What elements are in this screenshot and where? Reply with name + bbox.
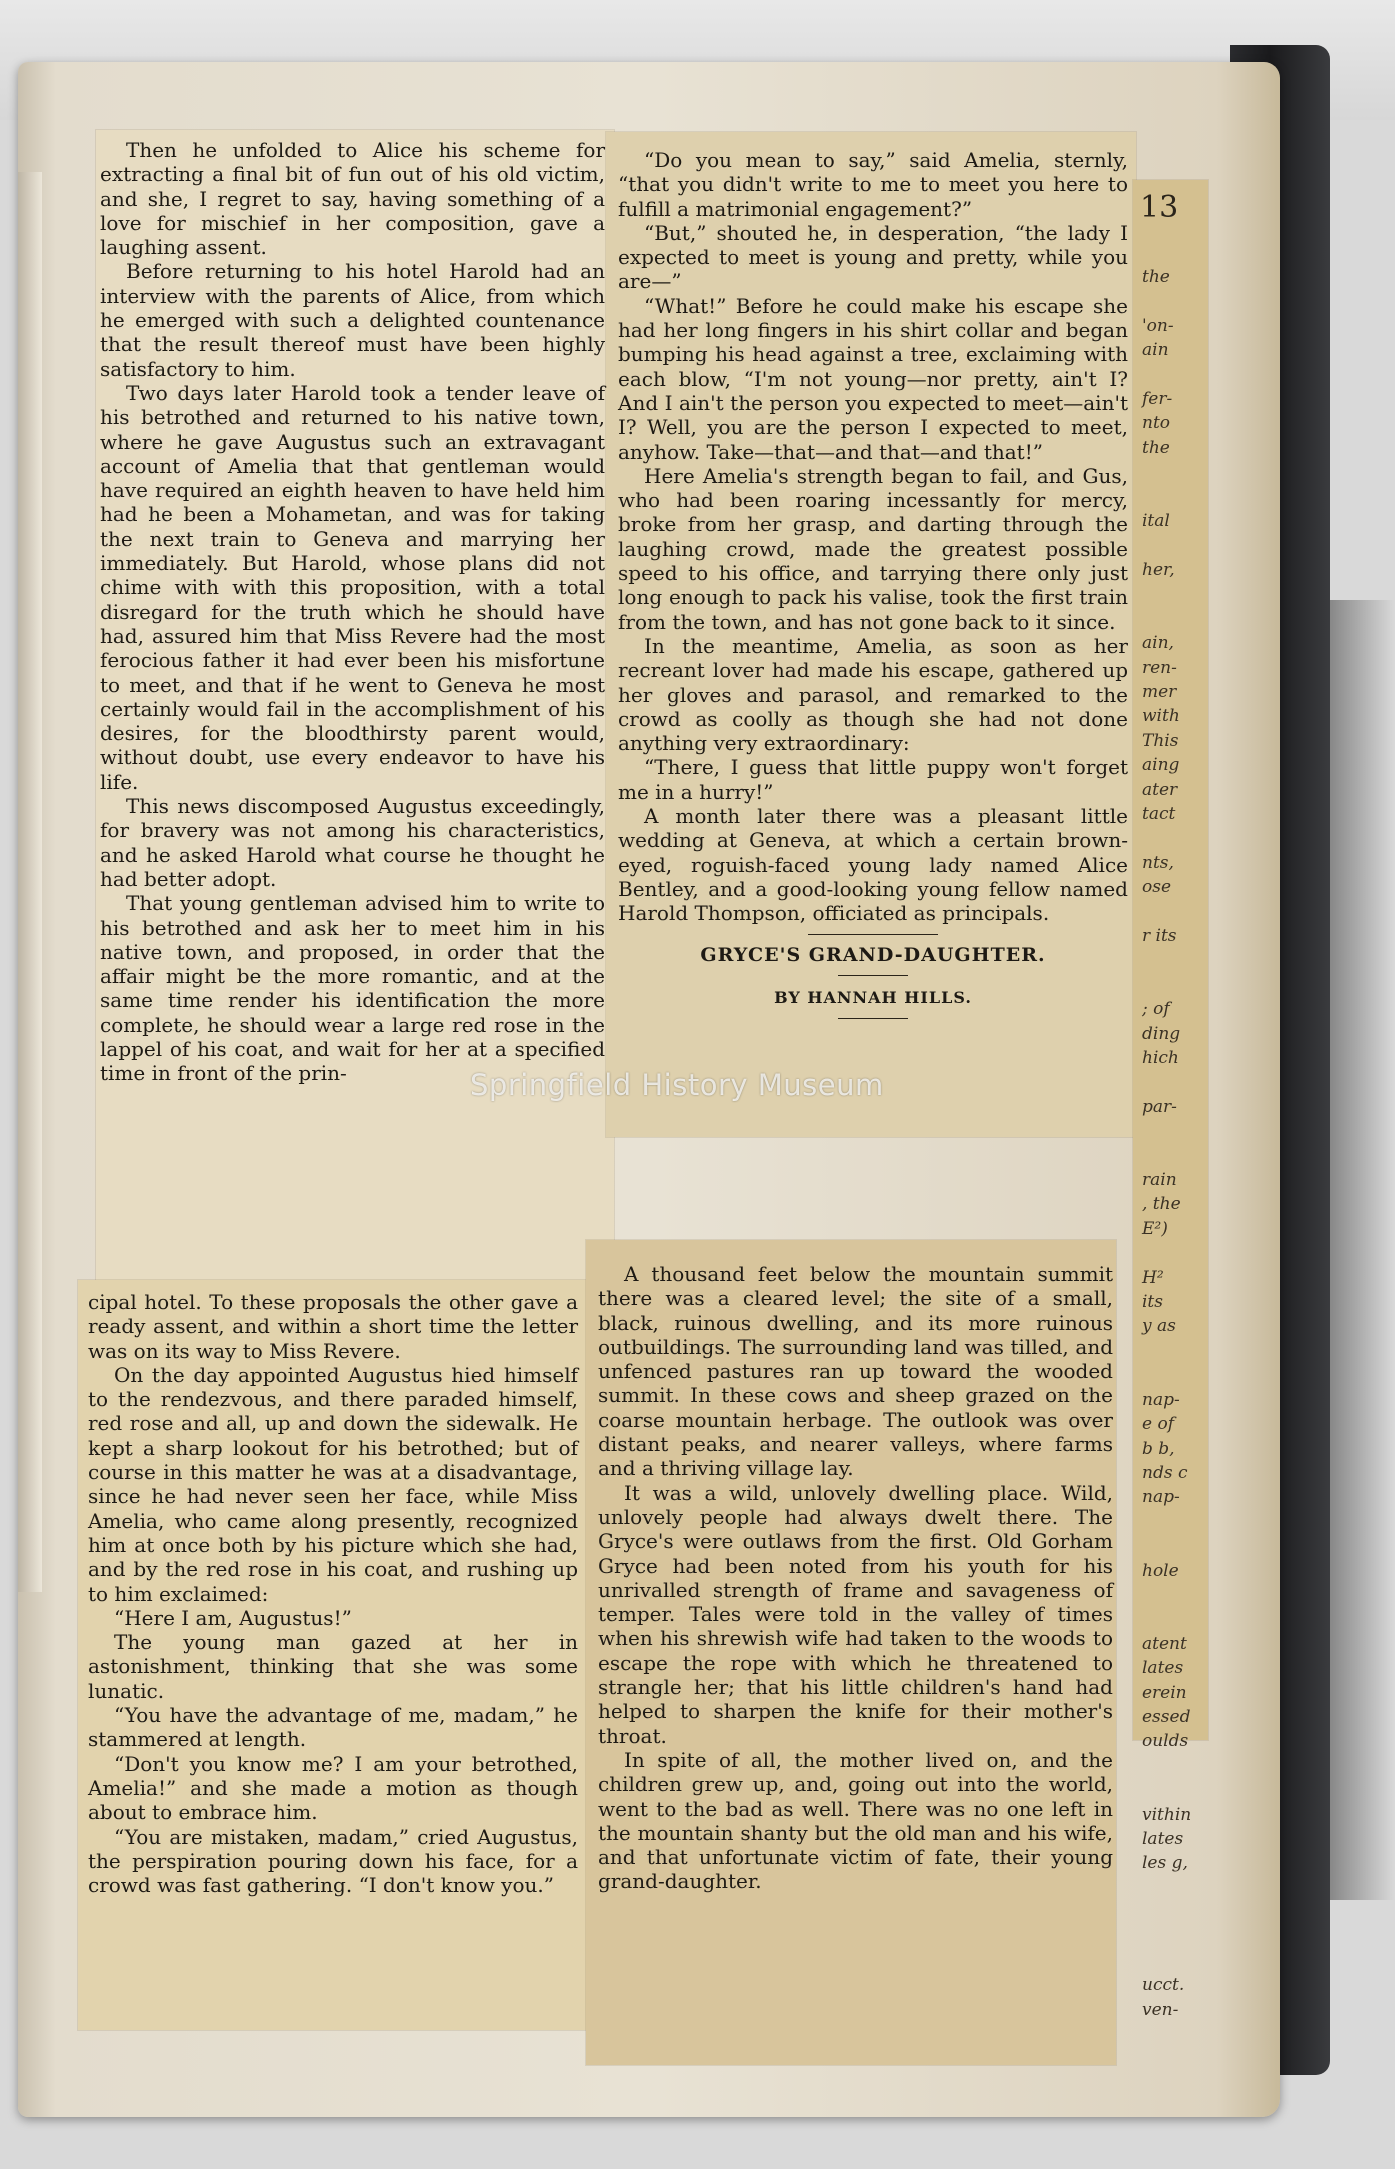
paragraph: Then he unfolded to Alice his scheme for extracting a final bit of fun out of his old victim, and she, I regret to say, having something of a love for mischief in her composition, gave a laughing assent.	[100, 138, 605, 260]
paragraph: “But,” shouted he, in desperation, “the lady I expected to meet is young and pretty, while you are—”	[618, 220, 1128, 294]
paragraph: “You are mistaken, madam,” cried Augustus, the perspiration pouring down his face, for a crowd was fast gathering. “I don't know you.”	[88, 1824, 578, 1898]
paragraph: “There, I guess that little puppy won't forget me in a hurry!”	[618, 755, 1128, 804]
left-column-bottom-text	[88, 1290, 578, 1897]
divider	[838, 975, 908, 976]
left-column-top-text	[100, 138, 605, 1086]
paragraph: The young man gazed at her in astonishment, thinking that she was some lunatic.	[88, 1630, 578, 1703]
paragraph: “What!” Before he could make his escape she had her long fingers in his shirt collar and began bumping his head against a tree, exclaiming with each blow, “I'm not young—nor pretty, ain't I? And I ain't the person you expected to meet—ain't I? Well, you are the person I expected to meet, anyhow. Take—that—and that—and that!”	[618, 293, 1128, 464]
paragraph: That young gentleman advised him to write to his betrothed and ask her to meet him in his native town, and proposed, in order that the affair might be the more romantic, and at the same time render his identification the more complete, he should wear a large red rose in the lappel of his coat, and wait for her at a specified time in front of the prin-	[100, 891, 605, 1086]
paragraph: A thousand feet below the mountain summit there was a cleared level; the site of a small, black, ruinous dwelling, and its more ruinous outbuildings. The surrounding land was tilled, and unfenced pastures ran up toward the wooded summit. In these cows and sheep grazed on the coarse mountain herbage. The outlook was over distant peaks, and nearer valleys, where farms and a thriving village lay.	[598, 1262, 1113, 1481]
watermark: Springfield History Museum	[470, 1068, 884, 1102]
divider	[838, 1018, 908, 1019]
paragraph: A month later there was a pleasant little wedding at Geneva, at which a certain brown-eyed, roguish-faced young lady named Alice Bentley, and a good-looking young fellow named Harold Thompson, officiated as principals.	[618, 804, 1128, 926]
middle-column-top-text	[618, 148, 1128, 1027]
page-torn-edge	[18, 172, 42, 1592]
paragraph: “Don't you know me? I am your betrothed, Amelia!” and she made a motion as though about to embrace him.	[88, 1751, 578, 1825]
paragraph: “You have the advantage of me, madam,” he stammered at length.	[88, 1703, 578, 1752]
story-byline: BY HANNAH HILLS.	[774, 987, 972, 1007]
paragraph: In the meantime, Amelia, as soon as her recreant lover had made his escape, gathered up her gloves and parasol, and remarked to the crowd as coolly as though she had not done anything very extraordinary:	[618, 633, 1128, 756]
story-title: GRYCE'S GRAND-DAUGHTER.	[700, 943, 1046, 966]
divider	[808, 934, 938, 935]
paragraph: In spite of all, the mother lived on, and the children grew up, and, going out into the world, went to the bad as well. There was no one left in the mountain shanty but the old man and his wife, and that unfortunate victim of fate, their young grand-daughter.	[598, 1747, 1113, 1894]
paragraph: “Do you mean to say,” said Amelia, sternly, “that you didn't write to me to meet you here to fulfill a matrimonial engagement?”	[618, 148, 1128, 221]
paragraph: Here Amelia's strength began to fail, and Gus, who had been roaring incessantly for mercy, broke from her grasp, and darting through the laughing crowd, made the greatest possible speed to his office, and tarrying there only just long enough to pack his valise, took the first train from the town, and has not gone back to it since.	[618, 463, 1128, 634]
paragraph: cipal hotel. To these proposals the other gave a ready assent, and within a short time the letter was on its way to Miss Revere.	[88, 1290, 578, 1363]
paragraph: It was a wild, unlovely dwelling place. Wild, unlovely people had always dwelt there. The Gryce's were outlaws from the first. Old Gorham Gryce had been noted from his youth for his unrivalled strength of frame and savageness of temper. Tales were told in the valley of times when his shrewish wife had taken to the woods to escape the rope with which he threatened to strangle her; that his little children's hand had helped to sharpen the knife for their mother's throat.	[598, 1480, 1113, 1748]
paragraph: “Here I am, Augustus!”	[114, 1605, 352, 1630]
paragraph: This news discomposed Augustus exceedingly, for bravery was not among his characteristics, and he asked Harold what course he thought he had better adopt.	[100, 794, 605, 891]
paragraph: Two days later Harold took a tender leave of his betrothed and returned to his native town, where he gave Augustus such an extravagant account of Amelia that that gentleman would have required an eighth heaven to have held him had he been a Mohametan, and was for taking the next train to Geneva and marrying her immediately. But Harold, whose plans did not chime with with this proposition, with a total disregard for the truth which he should have had, assured him that Miss Revere had the most ferocious father it had ever been his misfortune to meet, and that if he went to Geneva he most certainly would fail in the accomplishment of his desires, for the bloodthirsty parent would, without doubt, use every endeavor to have his life.	[100, 380, 605, 794]
paragraph: Before returning to his hotel Harold had an interview with the parents of Alice, from which he emerged with such a delighted countenance that the result thereof must have been highly satisfactory to him.	[100, 259, 605, 381]
page-number: 13	[1140, 190, 1179, 225]
paragraph: On the day appointed Augustus hied himself to the rendezvous, and there paraded himself, red rose and all, up and down the sidewalk. He kept a sharp lookout for his betrothed; but of course in this matter he was at a disadvantage, since he had never seen her face, while Miss Amelia, who came along presently, recognized him at once both by his picture which she had, and by the red rose in his coat, and rushing up to him exclaimed:	[88, 1362, 578, 1606]
right-margin-text-fragments: the 'on- ain fer- nto the ital her, ain, ren- mer with This aing ater tact nts, ose r its ; of ding hich par- rain , the E²) H² its y as nap- e of b b, nds c nap- hole atent lates erein essed oulds vithin lates les g, ucct. ven-	[1142, 267, 1192, 2020]
middle-column-bottom-text	[598, 1262, 1113, 1894]
